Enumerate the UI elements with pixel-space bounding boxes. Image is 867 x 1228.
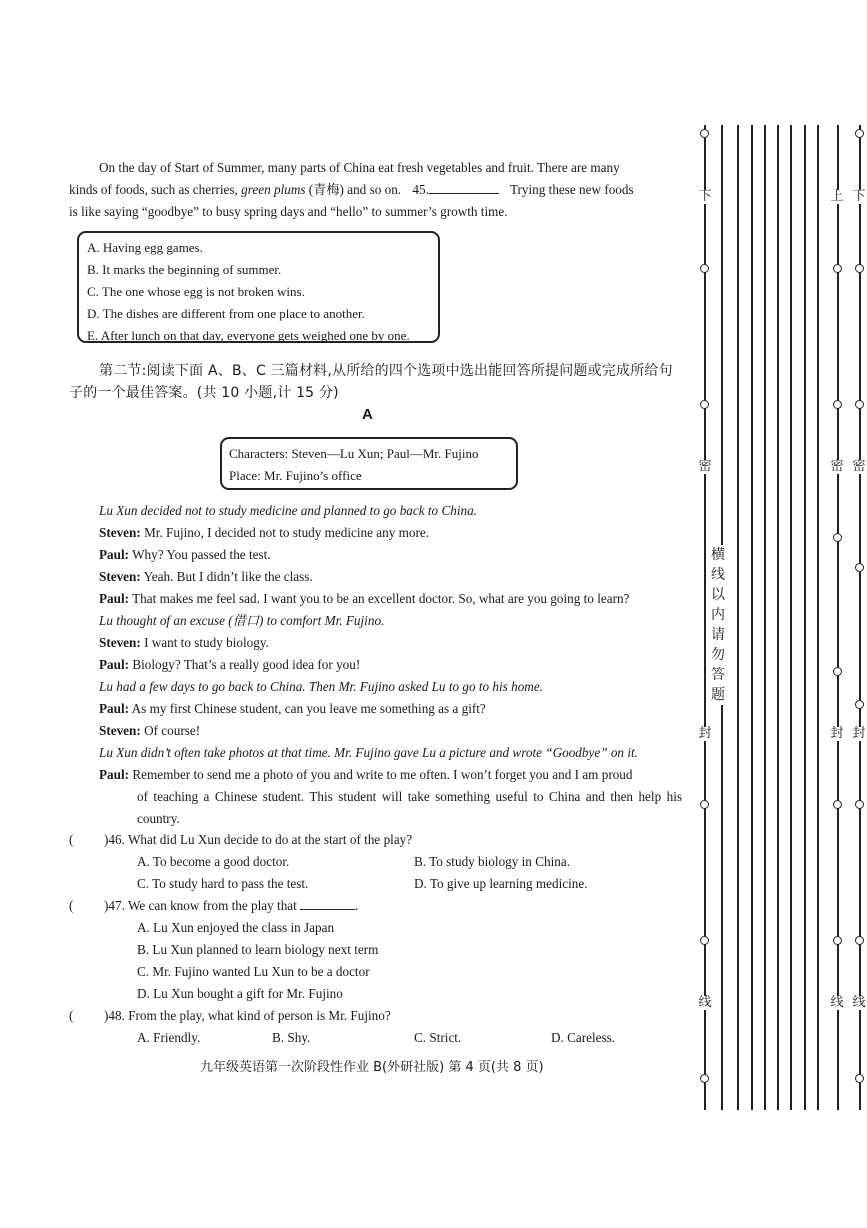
- binding-ring: [700, 800, 709, 809]
- q48-option-c: C. Strict.: [414, 1030, 462, 1045]
- options-box: [77, 231, 440, 343]
- green-plums-term: green plums: [241, 182, 306, 197]
- answer-paren-48-open: (: [69, 1008, 74, 1023]
- q46-option-a: A. To become a good doctor.: [137, 854, 290, 869]
- question-stem: What did Lu Xun decide to do at the start of the play?: [127, 832, 413, 847]
- binding-ring: [833, 667, 842, 676]
- binding-line: [777, 125, 779, 1110]
- q47-option-a: A. Lu Xun enjoyed the class in Japan: [137, 920, 335, 935]
- binding-ring: [833, 936, 842, 945]
- binding-line: [817, 125, 819, 1110]
- passage-line-2a: kinds of foods, such as cherries,: [69, 182, 238, 197]
- binding-warning: [708, 545, 728, 705]
- warning-char: 内: [711, 607, 725, 623]
- characters-box: [220, 437, 518, 490]
- binding-line: [751, 125, 753, 1110]
- dialogue-line: [99, 764, 679, 786]
- dialogue-text: Why? You passed the test.: [132, 547, 271, 562]
- binding-ring: [833, 264, 842, 273]
- question-number: )47.: [104, 898, 125, 913]
- option-e: E. After lunch on that day, everyone gets weighed one by one.: [87, 328, 410, 343]
- dialogue-line: [99, 632, 679, 654]
- characters-line: Characters: Steven—Lu Xun; Paul—Mr. Fujino: [229, 446, 479, 461]
- binding-ring: [700, 1074, 709, 1083]
- speaker: Paul:: [99, 657, 130, 672]
- option-c: C. The one whose egg is not broken wins.: [87, 284, 305, 299]
- warning-char: 请: [711, 627, 725, 643]
- q48-option-b: B. Shy.: [272, 1030, 311, 1045]
- cut-label-xian: 线: [698, 995, 712, 1010]
- q46-option-c: C. To study hard to pass the test.: [137, 876, 309, 891]
- speaker: Paul:: [99, 591, 130, 606]
- question-stem: From the play, what kind of person is Mr. Fujino?: [128, 1008, 391, 1023]
- stage-direction: Lu Xun decided not to study medicine and planned to go back to China.: [99, 503, 477, 518]
- stage-direction: Lu had a few days to go back to China. Then Mr. Fujino asked Lu to go to his home.: [99, 679, 543, 694]
- warning-char: 以: [711, 587, 725, 603]
- option-b: B. It marks the beginning of summer.: [87, 262, 282, 277]
- question-stem-end: .: [355, 898, 359, 913]
- warning-char: 答: [711, 667, 725, 683]
- binding-ring: [855, 264, 864, 273]
- q47-option-c: C. Mr. Fujino wanted Lu Xun to be a doctor: [137, 964, 370, 979]
- dialogue-text: Of course!: [144, 723, 201, 738]
- passage-line-1: On the day of Start of Summer, many parts of China eat fresh vegetables and fruit. There are many: [99, 160, 620, 175]
- blank-45-line[interactable]: [429, 193, 499, 194]
- page-footer: 九年级英语第一次阶段性作业 B(外研社版) 第 4 页(共 8 页): [200, 1060, 544, 1075]
- binding-ring: [700, 129, 709, 138]
- binding-ring: [855, 1074, 864, 1083]
- answer-paren-47-open: (: [69, 898, 74, 913]
- stage-direction: Lu thought of an excuse (借口) to comfort Mr. Fujino.: [99, 613, 385, 628]
- question-47: [104, 895, 358, 917]
- cut-label-feng: 封: [830, 726, 844, 741]
- dialogue-line: [99, 654, 679, 676]
- warning-char: 线: [711, 567, 725, 583]
- q46-option-d: D. To give up learning medicine.: [414, 876, 588, 891]
- binding-ring: [833, 533, 842, 542]
- place-line: Place: Mr. Fujino’s office: [229, 468, 362, 483]
- binding-line: [804, 125, 806, 1110]
- passage-a-heading: A: [362, 406, 373, 423]
- answer-paren-46-open: (: [69, 832, 74, 847]
- dialogue-line: [99, 720, 679, 742]
- section-2-instructions: [69, 360, 681, 404]
- cut-label-xian: 线: [852, 995, 866, 1010]
- stage-direction: Lu Xun didn’t often take photos at that time. Mr. Fujino gave Lu a picture and wrote “Goodbye” on it.: [99, 745, 638, 760]
- dialogue-text: Yeah. But I didn’t like the class.: [143, 569, 313, 584]
- passage-line-2: [69, 179, 677, 201]
- binding-ring: [700, 400, 709, 409]
- binding-ring: [700, 264, 709, 273]
- passage-line-2c: (青梅) and so on.: [308, 182, 402, 197]
- section-2-line-2: 子的一个最佳答案。(共 10 小题,计 15 分): [69, 385, 339, 401]
- binding-ring: [700, 936, 709, 945]
- binding-ring: [833, 800, 842, 809]
- dialogue-continuation: of teaching a Chinese student. This student will take something useful to China and then help his country.: [137, 789, 682, 826]
- binding-ring: [855, 800, 864, 809]
- speaker: Paul:: [99, 547, 130, 562]
- question-number: )48.: [104, 1008, 125, 1023]
- question-stem: We can know from the play that: [127, 898, 297, 913]
- question-48: [104, 1005, 391, 1027]
- cut-label-feng: 封: [698, 726, 712, 741]
- binding-ring: [855, 129, 864, 138]
- warning-char: 横: [711, 547, 725, 563]
- cut-label-xian: 线: [830, 995, 844, 1010]
- binding-line: [764, 125, 766, 1110]
- dialogue-text: Mr. Fujino, I decided not to study medicine any more.: [144, 525, 430, 540]
- passage-line-3: is like saying “goodbye” to busy spring days and “hello” to summer’s growth time.: [69, 204, 508, 219]
- option-d: D. The dishes are different from one place to another.: [87, 306, 365, 321]
- dialogue-text: As my first Chinese student, can you leave me something as a gift?: [131, 701, 486, 716]
- warning-char: 题: [711, 687, 725, 703]
- speaker: Steven:: [99, 723, 141, 738]
- q47-option-d: D. Lu Xun bought a gift for Mr. Fujino: [137, 986, 343, 1001]
- question-number: )46.: [104, 832, 125, 847]
- speaker: Steven:: [99, 635, 141, 650]
- binding-ring: [855, 700, 864, 709]
- dialogue-text: Biology? That’s a really good idea for you!: [132, 657, 361, 672]
- warning-char: 勿: [711, 647, 725, 663]
- q47-option-b: B. Lu Xun planned to learn biology next term: [137, 942, 379, 957]
- binding-line: [790, 125, 792, 1110]
- cut-label-mi: 密: [852, 459, 866, 474]
- binding-ring: [833, 400, 842, 409]
- q48-option-a: A. Friendly.: [137, 1030, 201, 1045]
- question-46: [104, 829, 412, 851]
- binding-ring: [855, 400, 864, 409]
- dialogue-text: That makes me feel sad. I want you to be an excellent doctor. So, what are you going to learn?: [132, 591, 630, 606]
- binding-ring: [855, 563, 864, 572]
- cut-label-feng: 封: [852, 726, 866, 741]
- section-2-line-1: 第二节:阅读下面 A、B、C 三篇材料,从所给的四个选项中选出能回答所提问题或完成所给句: [99, 363, 673, 379]
- cut-label-shang: 上: [830, 189, 844, 204]
- dialogue-line: [99, 698, 679, 720]
- binding-line: [737, 125, 739, 1110]
- cut-label-xia: 下: [852, 189, 866, 204]
- speaker: Paul:: [99, 701, 130, 716]
- dialogue-line: [99, 544, 679, 566]
- q46-option-b: B. To study biology in China.: [414, 854, 570, 869]
- binding-ring: [855, 936, 864, 945]
- dialogue-text: I want to study biology.: [144, 635, 269, 650]
- cut-label-mi: 密: [698, 459, 712, 474]
- option-a: A. Having egg games.: [87, 240, 203, 255]
- speaker: Steven:: [99, 525, 141, 540]
- passage-line-2d: Trying these new foods: [509, 182, 634, 197]
- dialogue-line: [99, 566, 679, 588]
- cut-label-mi: 密: [830, 459, 844, 474]
- dialogue-line: [99, 522, 679, 544]
- speaker: Paul:: [99, 767, 130, 782]
- dialogue-line: [99, 588, 679, 610]
- dialogue-text: Remember to send me a photo of you and write to me often. I won’t forget you and I am proud: [132, 767, 633, 782]
- speaker: Steven:: [99, 569, 141, 584]
- cut-label-xia: 下: [698, 189, 712, 204]
- q47-blank-line[interactable]: [300, 909, 355, 910]
- q48-option-d: D. Careless.: [551, 1030, 616, 1045]
- blank-45-number: 45.: [412, 182, 429, 197]
